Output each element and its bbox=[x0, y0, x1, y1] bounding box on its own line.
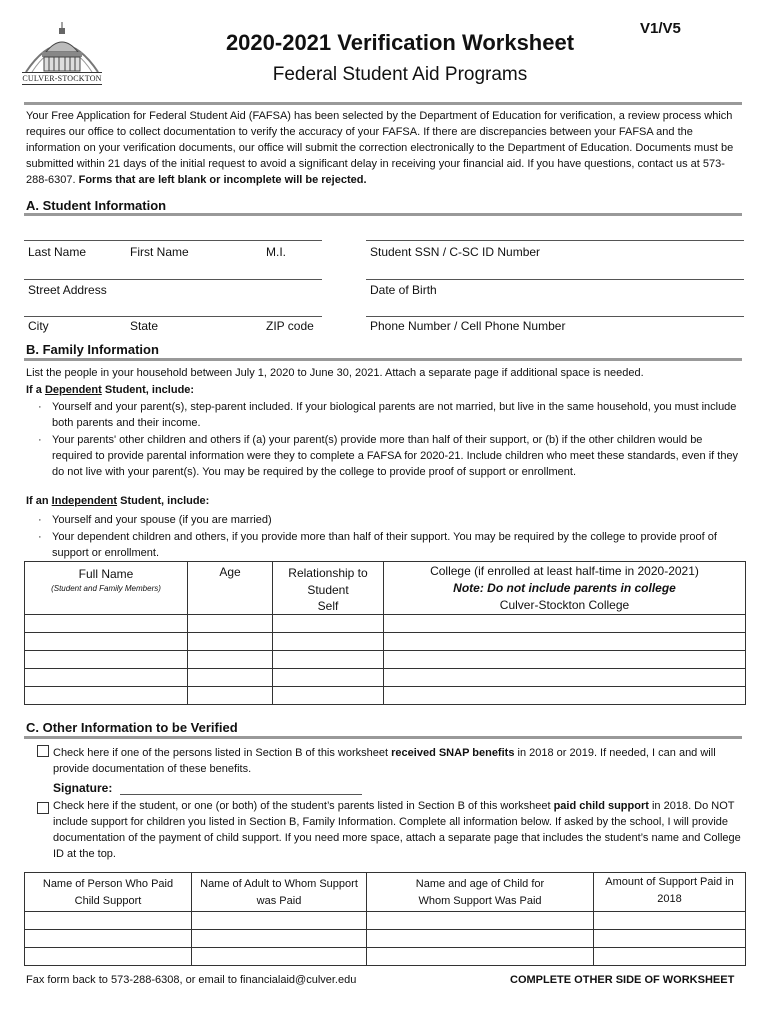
child-support-table bbox=[24, 872, 746, 966]
section-b-heading: B. Family Information bbox=[26, 342, 159, 357]
page-subtitle: Federal Student Aid Programs bbox=[272, 64, 528, 85]
child-label: Name and age of Child for Whom Support Was Paid bbox=[415, 878, 545, 907]
header-divider bbox=[24, 102, 742, 105]
bullet-dot: · bbox=[38, 514, 42, 526]
independent-bullet-2: Your dependent children and others, if you provide more than half of their support. You may be required by the college to provide proof of support or enrollment. bbox=[52, 531, 717, 559]
relationship-value: Self bbox=[317, 599, 339, 613]
header-recipient bbox=[192, 873, 367, 912]
section-b-intro: List the people in your household between July 1, 2020 to June 30, 2021. Attach a separate page if additional space is needed. bbox=[26, 367, 644, 379]
family-table bbox=[24, 561, 746, 705]
header-amount bbox=[594, 873, 746, 912]
street-label: Street Address bbox=[28, 283, 107, 297]
street-input-line[interactable] bbox=[24, 279, 322, 280]
family-table-row[interactable] bbox=[25, 669, 746, 687]
payer-label: Name of Person Who Paid Child Support bbox=[42, 878, 174, 907]
fax-instructions: Fax form back to 573-288-6308, or email to financialaid@culver.edu bbox=[26, 974, 357, 986]
full-name-sublabel: (Student and Family Members) bbox=[51, 584, 161, 593]
intro-paragraph bbox=[26, 108, 746, 188]
family-table-row[interactable] bbox=[25, 651, 746, 669]
dependent-bullet-1: Yourself and your parent(s), step-parent included. If your biological parents are not married, but live in the same household, you must include both parents and their income. bbox=[52, 401, 737, 429]
college-value: Culver-Stockton College bbox=[499, 598, 630, 612]
full-name-label: Full Name bbox=[78, 567, 134, 581]
independent-prefix: If an bbox=[26, 495, 52, 507]
ssn-label: Student SSN / C-SC ID Number bbox=[370, 245, 541, 259]
family-table-row[interactable] bbox=[25, 687, 746, 705]
age-label: Age bbox=[219, 565, 241, 579]
signature-line[interactable] bbox=[120, 794, 362, 795]
support-text-2: in 2018. Do NOT include support for children you listed in Section B, Family Information. Complete all information below. If asked by the school, I will provide documentation of the payment of child support. If you need more space, attach a separate page that includes the student’s name and College ID at the top. bbox=[53, 800, 741, 860]
city-label: City bbox=[28, 319, 49, 333]
bullet-dot: · bbox=[38, 531, 42, 543]
zip-label: ZIP code bbox=[266, 319, 314, 333]
snap-bold: received SNAP benefits bbox=[391, 747, 515, 759]
college-logo bbox=[22, 22, 102, 86]
phone-label: Phone Number / Cell Phone Number bbox=[370, 319, 566, 333]
section-b-divider bbox=[24, 358, 742, 361]
header-age bbox=[188, 562, 273, 615]
dependent-suffix: Student, include: bbox=[101, 384, 195, 396]
independent-word: Independent bbox=[51, 495, 118, 507]
bullet-dot: · bbox=[38, 401, 42, 413]
section-a-heading: A. Student Information bbox=[26, 198, 167, 213]
family-table-header bbox=[25, 562, 746, 615]
version-label: V1/V5 bbox=[640, 20, 681, 37]
support-bold: paid child support bbox=[553, 800, 649, 812]
city-input-line[interactable] bbox=[24, 316, 322, 317]
bullet-dot: · bbox=[38, 434, 42, 446]
signature-label: Signature: bbox=[53, 781, 113, 795]
child-support-header bbox=[25, 873, 746, 912]
state-label: State bbox=[130, 319, 159, 333]
mi-label: M.I. bbox=[266, 245, 286, 259]
intro-warning: Forms that are left blank or incomplete will be rejected. bbox=[78, 174, 367, 186]
child-support-row[interactable] bbox=[25, 930, 746, 948]
dob-input-line[interactable] bbox=[366, 279, 744, 280]
dependent-bullet-2: Your parents' other children and others if (a) your parent(s) provide more than half of their support, or (b) if the other children would be required to provide parental information were they to complete a FAFSA for 2020-21. Include children who meet these standards, even if they do not live with your parent(s). You may be required by the college to provide proof of support or enrollment. bbox=[52, 434, 739, 478]
child-support-row[interactable] bbox=[25, 912, 746, 930]
page-title: 2020-2021 Verification Worksheet bbox=[225, 30, 575, 55]
snap-statement bbox=[53, 745, 743, 777]
last-name-label: Last Name bbox=[28, 245, 87, 259]
logo-text: CULVER-STOCKTON bbox=[22, 74, 102, 83]
header-full-name bbox=[25, 562, 188, 615]
dependent-prefix: If a bbox=[26, 384, 45, 396]
amount-label: Amount of Support Paid in 2018 bbox=[605, 876, 734, 905]
child-support-checkbox[interactable] bbox=[37, 802, 49, 814]
support-text-1: Check here if the student, or one (or both) of the student’s parents listed in Section B of this worksheet bbox=[53, 800, 554, 812]
child-support-statement bbox=[53, 798, 743, 862]
snap-checkbox[interactable] bbox=[37, 745, 49, 757]
college-note: Note: Do not include parents in college bbox=[453, 581, 676, 595]
independent-heading bbox=[26, 493, 209, 509]
first-name-label: First Name bbox=[130, 245, 189, 259]
snap-text-1: Check here if one of the persons listed in Section B of this worksheet bbox=[53, 747, 392, 759]
header-relationship bbox=[273, 562, 384, 615]
college-label: College (if enrolled at least half-time in 2020-2021) bbox=[430, 564, 699, 578]
recipient-label: Name of Adult to Whom Support was Paid bbox=[200, 878, 358, 907]
header-payer bbox=[25, 873, 192, 912]
intro-text: Your Free Application for Federal Student Aid (FAFSA) has been selected by the Department of Education for verification, a review process which requires our office to collect documentation to verify the accuracy of your FAFSA. If there are discrepancies between your FAFSA and the information on your verification documents, our office will submit the correction electronically to the Department of Education. Documents must be submitted within 21 days of the initial request to avoid a significant delay in receiving your financial aid. If you have questions, contact us at 573-288-6307. bbox=[26, 110, 734, 186]
complete-other-side: COMPLETE OTHER SIDE OF WORKSHEET bbox=[510, 974, 735, 986]
snap-text-2: in 2018 or 2019. If needed, I can and will provide documentation of these benefits. bbox=[53, 747, 716, 775]
relationship-label: Relationship to Student bbox=[288, 566, 368, 597]
section-a-divider bbox=[24, 213, 742, 216]
family-table-row[interactable] bbox=[25, 633, 746, 651]
header-child bbox=[367, 873, 594, 912]
independent-bullet-1: Yourself and your spouse (if you are married) bbox=[52, 514, 272, 526]
section-c-heading: C. Other Information to be Verified bbox=[26, 720, 238, 735]
child-support-row[interactable] bbox=[25, 948, 746, 966]
dob-label: Date of Birth bbox=[370, 283, 437, 297]
dependent-word: Dependent bbox=[44, 384, 102, 396]
building-dome-icon bbox=[22, 22, 102, 74]
section-c-divider bbox=[24, 736, 742, 739]
header-college bbox=[384, 562, 746, 615]
dependent-heading bbox=[26, 382, 194, 398]
independent-suffix: Student, include: bbox=[117, 495, 210, 507]
family-table-row[interactable] bbox=[25, 615, 746, 633]
phone-input-line[interactable] bbox=[366, 316, 744, 317]
name-input-line[interactable] bbox=[24, 240, 322, 241]
ssn-input-line[interactable] bbox=[366, 240, 744, 241]
